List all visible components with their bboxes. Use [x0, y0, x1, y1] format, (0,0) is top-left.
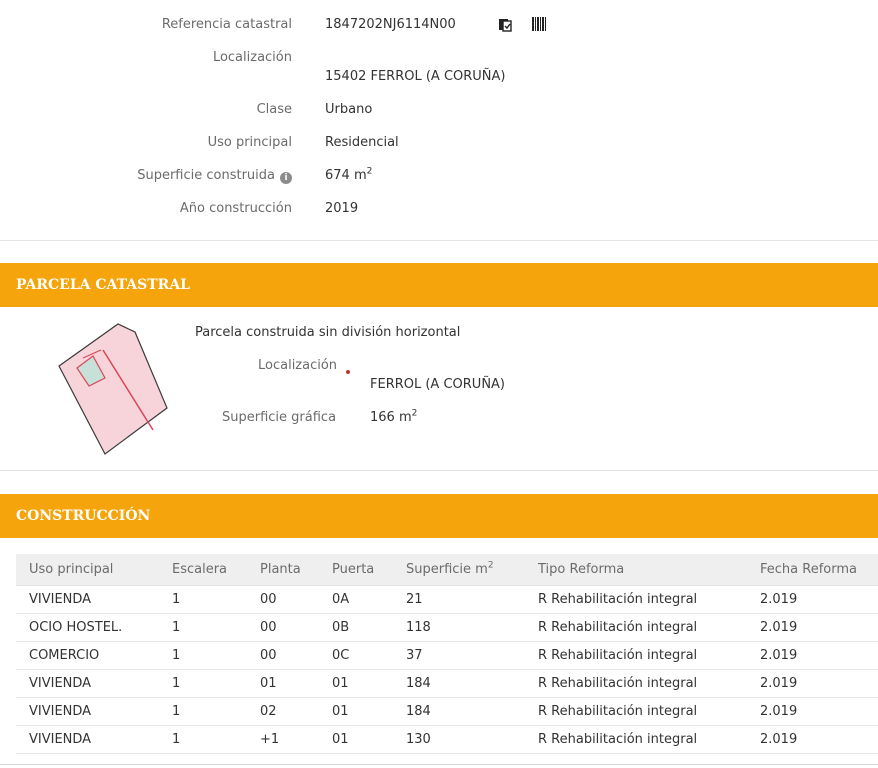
- cell-puerta: 01: [319, 726, 393, 754]
- column-header-superficie-text: Superficie m: [406, 562, 488, 577]
- table-row: [16, 586, 878, 614]
- cell-fecha-reforma: 2.019: [747, 642, 878, 670]
- cell-escalera: 1: [159, 726, 247, 754]
- construccion-table-wrapper: [16, 554, 878, 754]
- cell-tipo-reforma: R Rehabilitación integral: [525, 614, 747, 642]
- table-row: [16, 726, 878, 754]
- cell-fecha-reforma: 2.019: [747, 586, 878, 614]
- cell-escalera: 1: [159, 642, 247, 670]
- cell-superficie: 37: [393, 642, 525, 670]
- cell-superficie: 118: [393, 614, 525, 642]
- cell-uso: VIVIENDA: [16, 586, 159, 614]
- table-header-row: [16, 554, 878, 586]
- ano-construccion-label: Año construcción: [179, 201, 292, 216]
- copy-icon-graphic: [498, 17, 513, 32]
- localizacion-value: 15402 FERROL (A CORUÑA): [325, 69, 506, 84]
- parcela-localizacion-label: Localización: [258, 358, 338, 373]
- superficie-construida-label: Superficie construida: [137, 168, 275, 183]
- parcela-superficie-value: [370, 410, 417, 425]
- referencia-label: Referencia catastral: [161, 17, 292, 32]
- cell-superficie: 21: [393, 586, 525, 614]
- clase-label: Clase: [256, 102, 292, 117]
- cell-planta: 01: [247, 670, 319, 698]
- cell-fecha-reforma: 2.019: [747, 726, 878, 754]
- cell-planta: 00: [247, 614, 319, 642]
- cell-puerta: 0C: [319, 642, 393, 670]
- copy-icon[interactable]: [497, 16, 513, 32]
- parcela-superficie-number: 166 m: [370, 410, 412, 425]
- superficie-construida-unit-sup: 2: [366, 166, 373, 177]
- table-row: [16, 698, 878, 726]
- uso-principal-label: Uso principal: [207, 135, 292, 150]
- table-row: [16, 642, 878, 670]
- parcela-catastral-title: PARCELA CATASTRAL: [16, 277, 191, 293]
- cell-puerta: 01: [319, 698, 393, 726]
- cell-superficie: 184: [393, 670, 525, 698]
- construccion-table-body: [16, 586, 878, 754]
- construccion-table-head: [16, 554, 878, 586]
- construccion-title: CONSTRUCCIÓN: [16, 508, 151, 524]
- construccion-table: [16, 554, 878, 754]
- barcode-icon-graphic: [531, 16, 546, 32]
- cell-uso: COMERCIO: [16, 642, 159, 670]
- section-divider: [0, 470, 878, 471]
- barcode-icon[interactable]: [530, 16, 546, 32]
- uso-principal-value: Residencial: [325, 135, 399, 150]
- cell-puerta: 0A: [319, 586, 393, 614]
- column-header-uso: Uso principal: [16, 554, 159, 586]
- cell-uso: VIVIENDA: [16, 726, 159, 754]
- cell-escalera: 1: [159, 698, 247, 726]
- cell-escalera: 1: [159, 586, 247, 614]
- cell-tipo-reforma: R Rehabilitación integral: [525, 726, 747, 754]
- cell-superficie: 184: [393, 698, 525, 726]
- superficie-construida-value: [325, 168, 372, 183]
- cell-tipo-reforma: R Rehabilitación integral: [525, 586, 747, 614]
- column-header-tipo-reforma: Tipo Reforma: [525, 554, 747, 586]
- ano-construccion-value: 2019: [325, 201, 359, 216]
- column-header-escalera: Escalera: [159, 554, 247, 586]
- superficie-construida-label-row: [137, 168, 292, 184]
- parcela-catastral-header: [0, 263, 878, 307]
- parcela-superficie-label: Superficie gráfica: [222, 410, 337, 425]
- location-dot-icon: [346, 370, 350, 374]
- construccion-header: [0, 494, 878, 538]
- cell-fecha-reforma: 2.019: [747, 670, 878, 698]
- table-row: [16, 614, 878, 642]
- section-divider: [0, 240, 878, 241]
- cell-planta: 02: [247, 698, 319, 726]
- referencia-value: 1847202NJ6114N00: [325, 17, 456, 32]
- column-header-superficie-sup: 2: [487, 560, 494, 571]
- parcel-outline: [59, 324, 167, 454]
- cell-escalera: 1: [159, 614, 247, 642]
- info-icon[interactable]: i: [280, 172, 292, 184]
- parcel-map-thumbnail[interactable]: [55, 320, 175, 460]
- clase-value: Urbano: [325, 102, 373, 117]
- cell-tipo-reforma: R Rehabilitación integral: [525, 642, 747, 670]
- cell-tipo-reforma: R Rehabilitación integral: [525, 670, 747, 698]
- cell-planta: +1: [247, 726, 319, 754]
- cell-fecha-reforma: 2.019: [747, 614, 878, 642]
- column-header-fecha-reforma: Fecha Reforma: [747, 554, 878, 586]
- cell-puerta: 0B: [319, 614, 393, 642]
- localizacion-label: Localización: [212, 50, 292, 65]
- column-header-superficie: [393, 554, 525, 586]
- cell-planta: 00: [247, 642, 319, 670]
- cell-superficie: 130: [393, 726, 525, 754]
- cell-uso: VIVIENDA: [16, 670, 159, 698]
- parcela-localizacion-value: FERROL (A CORUÑA): [370, 377, 506, 392]
- cell-puerta: 01: [319, 670, 393, 698]
- cell-tipo-reforma: R Rehabilitación integral: [525, 698, 747, 726]
- bottom-divider: [0, 764, 878, 765]
- cell-planta: 00: [247, 586, 319, 614]
- cell-escalera: 1: [159, 670, 247, 698]
- column-header-planta: Planta: [247, 554, 319, 586]
- superficie-construida-number: 674 m: [325, 168, 367, 183]
- parcela-superficie-unit-sup: 2: [411, 408, 418, 419]
- cell-uso: OCIO HOSTEL.: [16, 614, 159, 642]
- table-row: [16, 670, 878, 698]
- parcela-description: Parcela construida sin división horizontal: [195, 325, 461, 340]
- column-header-puerta: Puerta: [319, 554, 393, 586]
- cell-uso: VIVIENDA: [16, 698, 159, 726]
- cell-fecha-reforma: 2.019: [747, 698, 878, 726]
